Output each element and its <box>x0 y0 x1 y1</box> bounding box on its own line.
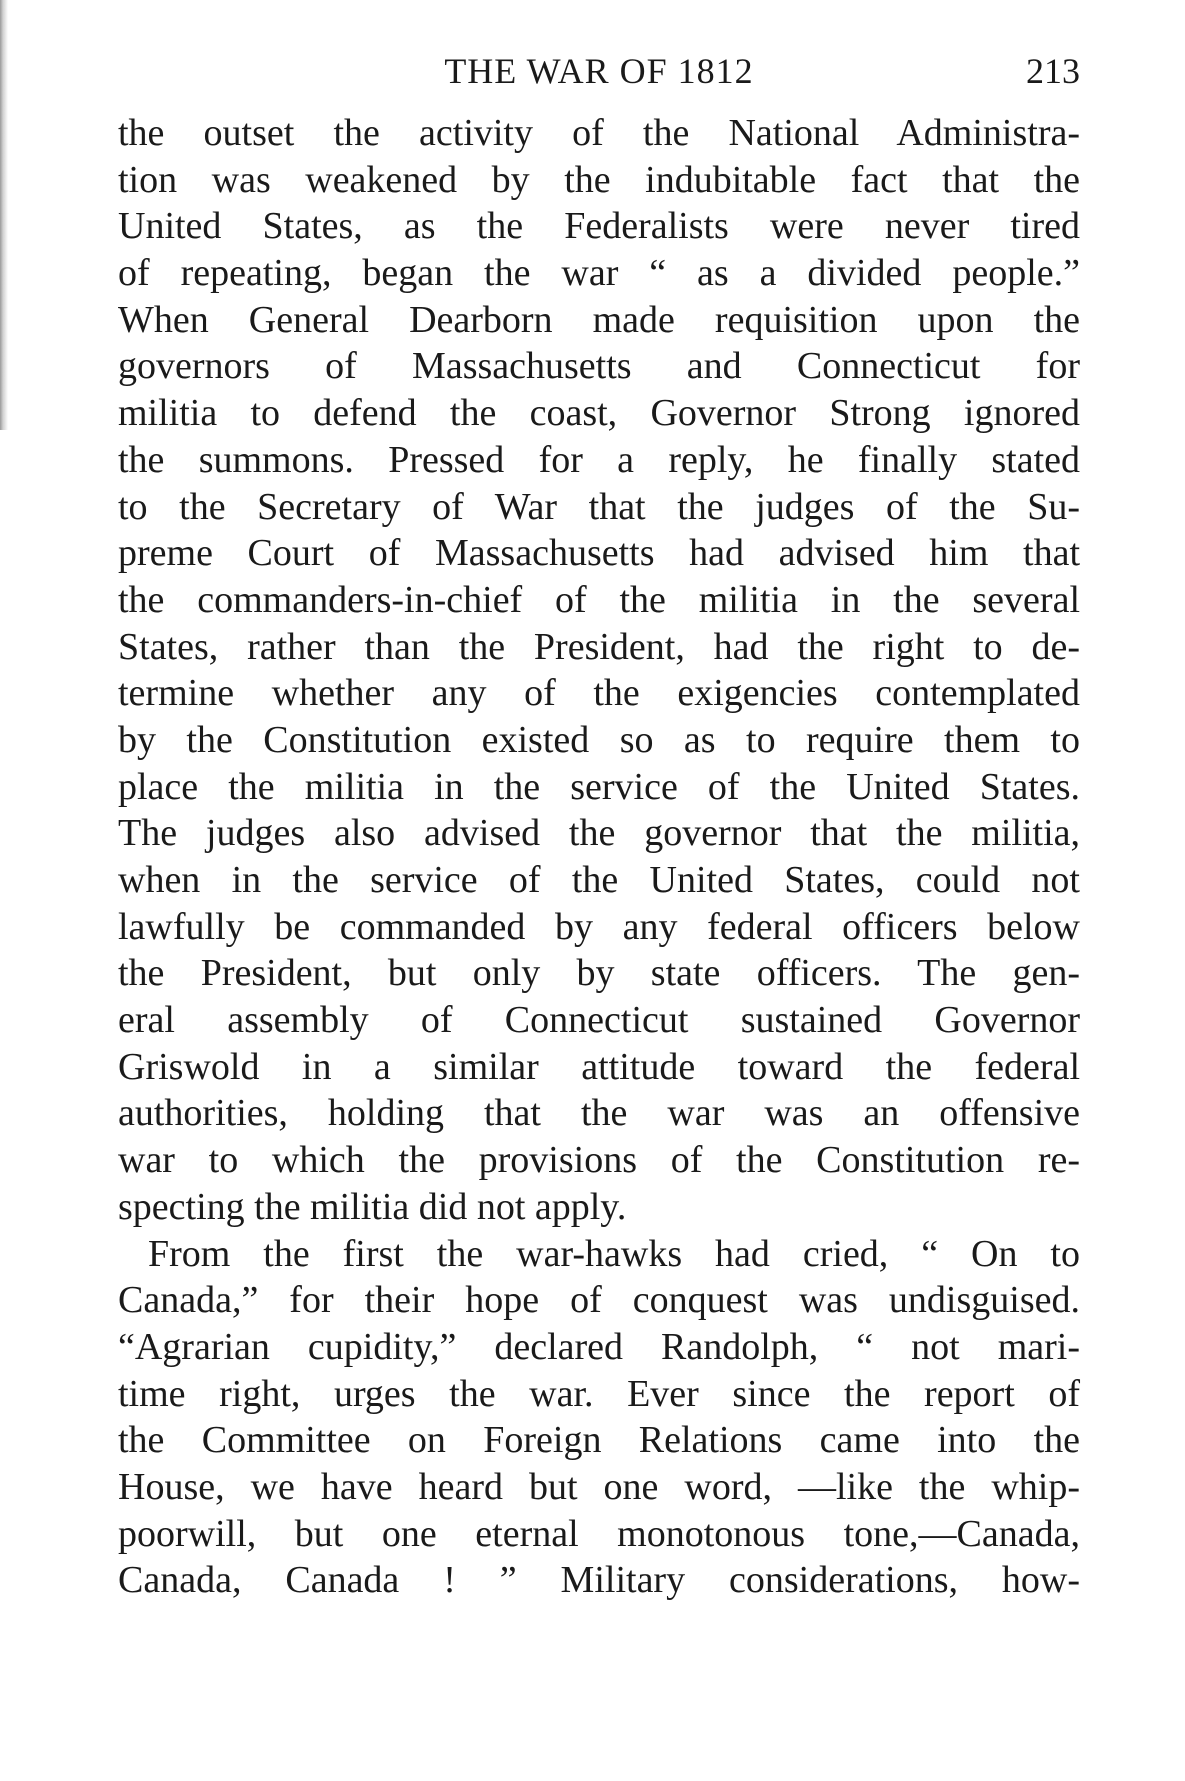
text-line: place the militia in the service of the United States. <box>118 765 1080 808</box>
text-line: United States, as the Federalists were never tired <box>118 205 1080 248</box>
running-title: THE WAR OF 1812 <box>444 51 754 91</box>
text-line: Canada,” for their hope of conquest was undisguised. <box>118 1279 1080 1322</box>
text-line: The judges also advised the governor that the militia, <box>118 812 1080 855</box>
text-line: House, we have heard but one word, —like the whip- <box>118 1465 1080 1508</box>
text-line: poorwill, but one eternal monotonous tone,—Canada, <box>118 1512 1080 1555</box>
binding-edge <box>0 0 8 430</box>
text-line: Griswold in a similar attitude toward the federal <box>118 1045 1080 1088</box>
text-line: the President, but only by state officers. The gen- <box>118 952 1080 995</box>
text-line: the commanders-in-chief of the militia in the several <box>118 578 1080 621</box>
text-line: lawfully be commanded by any federal officers below <box>118 905 1080 948</box>
page-number: 213 <box>1026 51 1080 91</box>
text-line: time right, urges the war. Ever since the report of <box>118 1372 1080 1415</box>
text-line: From the first the war-hawks had cried, “ On to <box>148 1232 1080 1275</box>
text-line: by the Constitution existed so as to require them to <box>118 718 1080 761</box>
text-line: war to which the provisions of the Constitution re- <box>118 1139 1080 1182</box>
text-line: specting the militia did not apply. <box>118 1185 627 1228</box>
text-line: preme Court of Massachusetts had advised him that <box>118 532 1080 575</box>
text-line: authorities, holding that the war was an offensive <box>118 1092 1080 1135</box>
text-line: of repeating, began the war “ as a divided people.” <box>118 252 1080 295</box>
text-line: eral assembly of Connecticut sustained Governor <box>118 999 1080 1042</box>
text-line: “Agrarian cupidity,” declared Randolph, “ not mari- <box>118 1325 1080 1368</box>
text-line: militia to defend the coast, Governor Strong ignored <box>118 392 1080 435</box>
text-line: the outset the activity of the National Administra- <box>118 112 1080 154</box>
text-line: termine whether any of the exigencies contemplated <box>118 672 1080 715</box>
text-line: to the Secretary of War that the judges of the Su- <box>118 485 1080 528</box>
text-line: governors of Massachusetts and Connecticut for <box>118 345 1080 388</box>
text-line: tion was weakened by the indubitable fact that the <box>118 158 1080 201</box>
paragraph <box>118 110 1080 1231</box>
paragraph <box>118 1231 1080 1605</box>
text-line: when in the service of the United States, could not <box>118 859 1080 901</box>
text-line: States, rather than the President, had the right to de- <box>118 625 1080 668</box>
running-head <box>118 50 1080 102</box>
text-line: the summons. Pressed for a reply, he finally stated <box>118 438 1080 481</box>
text-line: the Committee on Foreign Relations came into the <box>118 1419 1080 1462</box>
text-line: When General Dearborn made requisition upon the <box>118 298 1080 341</box>
body-text <box>118 110 1080 1604</box>
text-line: Canada, Canada ! ” Military considerations, how- <box>118 1559 1080 1602</box>
